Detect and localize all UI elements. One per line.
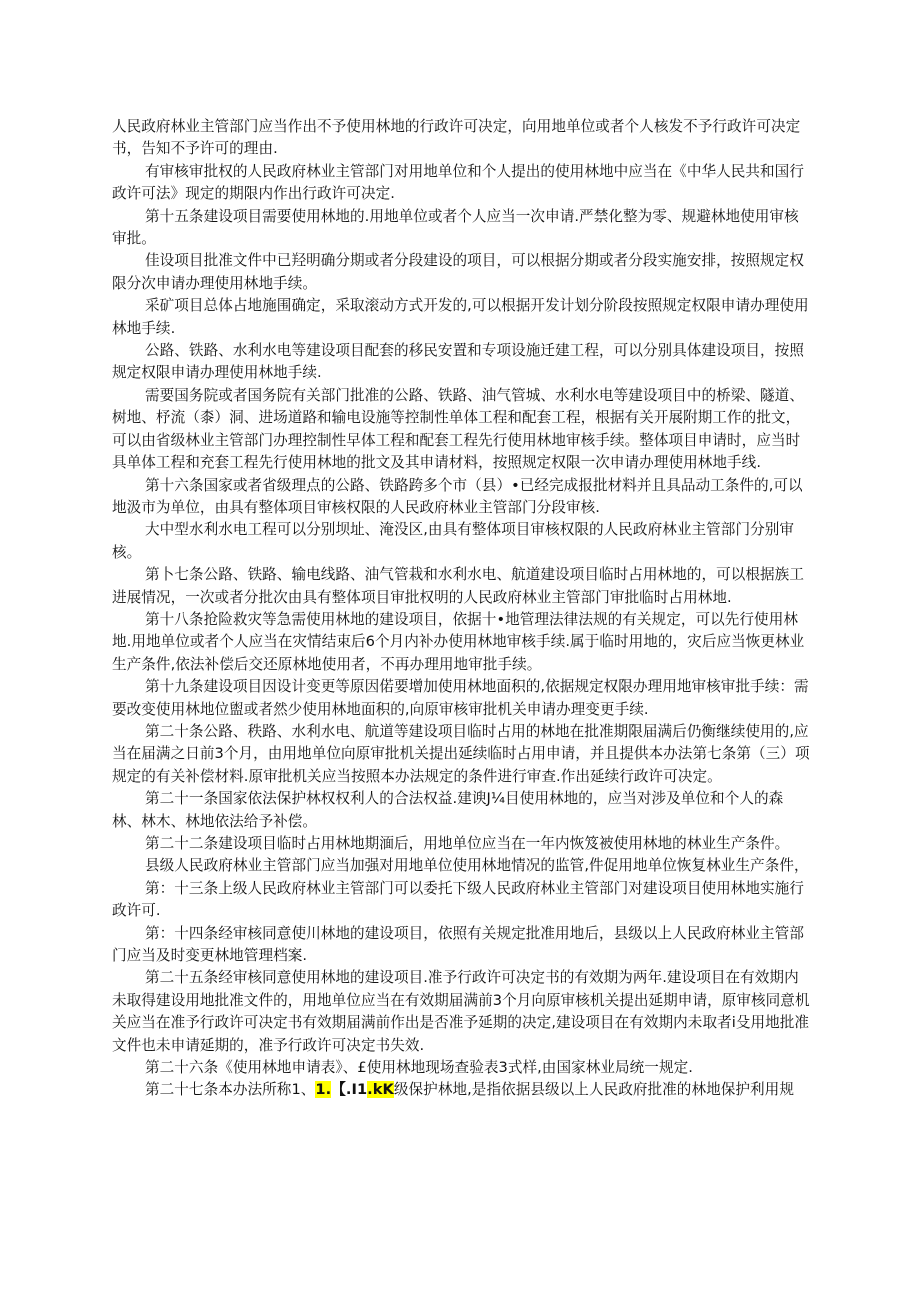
article-19-paragraph: 第十九条建设项目因设计变更等原因偌要增加使用林地面积的,依据规定权限办理用地审核审批手续：需要改变使用林地位盥或者然少使用林地面积的,向原审核审批机关申请办理变更手续. xyxy=(112,678,809,718)
paragraph: 采矿项目总体占地施围确定，采取滚动方式开发的,可以根据开发计划分阶段按照规定权限申请办理使用林地手续. xyxy=(112,297,809,337)
article-18-paragraph: 第十八条抢险救灾等急需使用林地的建设项目，依据十•地管理法律法规的有关规定，可以先行使用林地.用地单位或者个人应当在灾情结束后6个月内补办使用林地审核手续.属于临时用地的，灾后应当恢更林业生产条件,依法补偿后交还原林地使用者，不再办理用地审批手续。 xyxy=(112,610,805,673)
garbled-text: 【.I1 xyxy=(331,1081,368,1099)
paragraph: 有审核审批权的人民政府林业主管部门对用地单位和个人提出的使用林地中应当在《中华人民共和国行政许可法》现定的期限内作出行政许可决定. xyxy=(112,162,804,203)
article-26-paragraph: 第二十六条《使用林地申请表》、£使用林地现场查验表3式样,由国家林业局统一规定. xyxy=(145,1059,693,1077)
document-body xyxy=(112,116,812,1102)
paragraph: 大中型水利水电工程可以分别坝址、淹没区,由具有整体项目审核权限的人民政府林业主管部门分别审核。 xyxy=(112,521,795,561)
article-16-paragraph: 第十六条国家或者省级理点的公路、铁路跨多个市（县）•已经完成报批材料并且具品动工条件的,可以地汲市为单位，由具有整体项目审核权限的人民政府林业主管部门分段审核. xyxy=(112,476,803,516)
article-27-trailing-text: 级保护林地,是指依据县级以上人民政府批准的林地保护利用规 xyxy=(393,1081,794,1099)
article-20-paragraph: 第二十条公路、秩路、水利水电、航道等建设项目临时占用的林地在批准期限届满后仍衡继续使用的,应当在届满之日前3个月，由用地单位向原审批机关提出延续临时占用申请，并且提供本办法第七条第（三）项规定的有关补偿材料.原审批机关应当按照本办法规定的条件进行审查.作出延续行政许可决定。 xyxy=(112,722,810,785)
highlighted-text: 1. xyxy=(315,1081,332,1099)
article-22-paragraph: 第二十二条建设项目临时占用林地期湎后，用地单位应当在一年内恢笈被使用林地的林业生产条件。 xyxy=(145,835,790,852)
paragraph: 县级人民政府林业主管部门应当加强对用地单位使用林地情况的监管,件促用地单位恢复林业生产条件， xyxy=(145,857,809,875)
article-23-paragraph: 第：十三条上级人民政府林业主管部门可以委托下级人民政府林业主管部门对建设项目使用林地实施行政许可. xyxy=(112,879,804,920)
paragraph: 需要国务院或者国务院有关部门批准的公路、铁路、油气管城、水利水电等建设项目中的桥梁、隧道、树地、杼流（桼）洞、进场道路和输电设施等控制性单体工程和配套工程，根据有关开展附期工作的批文，可以由省级林业主管部门办理控制性早体工程和配套工程先行使用林地审核手续。整体项目申请时，应当时具单体工程和充套工程先行使用林地的批文及其申请材料，按照规定权限一次申请办理使用林地手线. xyxy=(112,386,804,472)
article-21-paragraph: 第二十一条国家依法保护林权权利人的合法权益.建谀J¼目使用林地的，应当对涉及单位和个人的森林、林木、林地依法给予补偿。 xyxy=(112,790,784,830)
article-27-paragraph xyxy=(112,1079,812,1101)
article-15-paragraph: 第十五条建设项目需要使用林地的.用地单位或者个人应当一次申请.严禁化整为零、规避林地使用审核审批。 xyxy=(112,207,799,248)
paragraph: 人民政府林业主管部门应当作出不予使用林地的行政许可决定，向用地单位或者个人核发不予行政许可决定书，告知不予许可的理由. xyxy=(112,118,801,158)
article-17-paragraph: 第卜七条公路、铁路、输电线路、油气管栽和水利水电、航道建设项目临时占用林地的，可以根据族工进展情况，一次或者分批次由具有整体项目审批权明的人民政府林业主管部门审批临时占用林地. xyxy=(112,566,804,606)
paragraph: 公路、铁路、水利水电等建设项目配套的移民安置和专项设施迁建工程，可以分别具体建设项目，按照规定权限申请办理使用林地手续. xyxy=(112,342,804,382)
article-24-paragraph: 第：十四条经审核同意使川林地的建设项目，依照有关规定批准用地后，县级以上人民政府林业主管部门应当及时变更林地管理档案. xyxy=(112,924,804,965)
article-25-paragraph: 第二十五条经审核同意使用林地的建设项目.准予行政许可决定书的有效期为两年.建设项目在有效期内未取得建设用地批准文件的，用地单位应当在有效期届满前3个月向原审核机关提出延期申请，原审核同意机关应当在准予行政许可决定书有效期届满前作出是否准予延期的决定,建设项目在有效期内未取者i殳用地批准文件也未申请延期的，准予行政许可决定书失效. xyxy=(112,969,810,1054)
paragraph: 佳设项目批准文件中已羟明确分期或者分段建设的项目，可以根据分期或者分段实施安排，按照规定权限分次申请办理使用林地手续。 xyxy=(112,252,804,292)
highlighted-text: .kK xyxy=(367,1081,394,1099)
article-27-lead-text: 第二十七条本办法所称1、 xyxy=(145,1081,316,1099)
